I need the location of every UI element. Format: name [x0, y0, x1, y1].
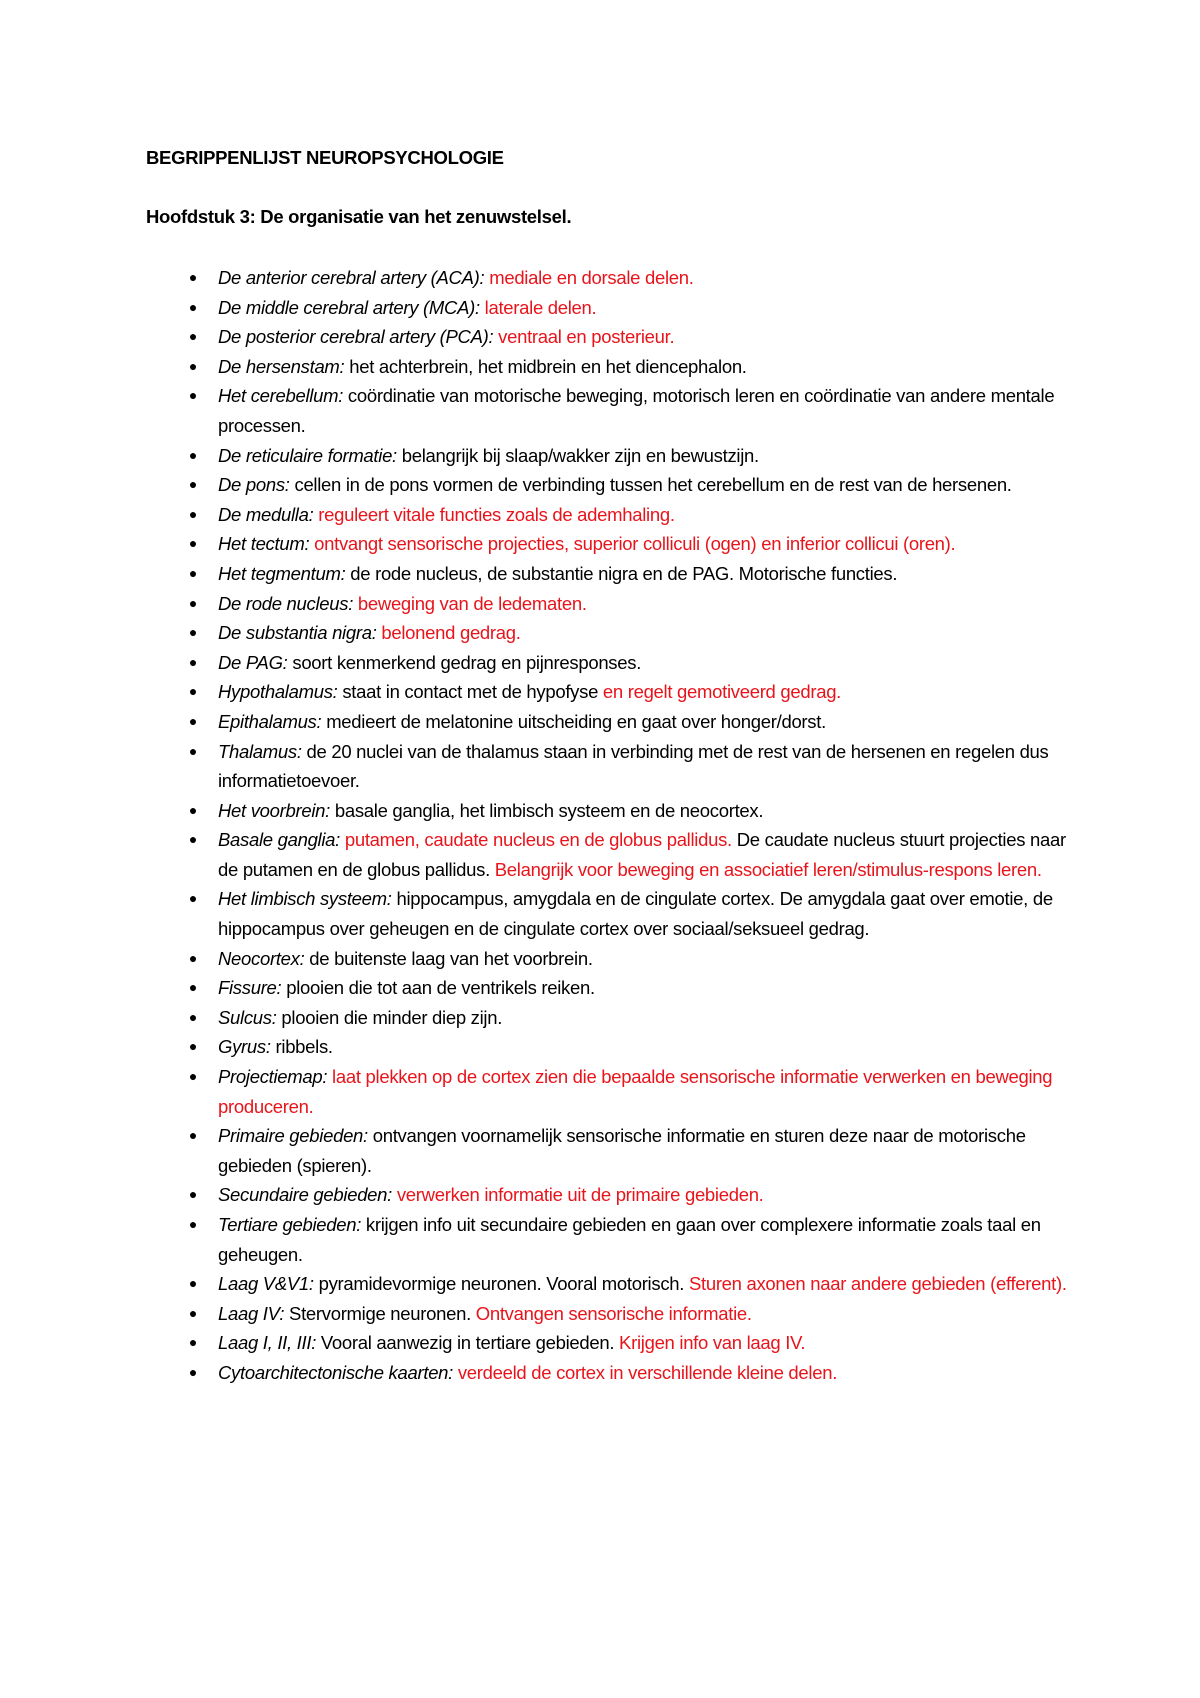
bullet-icon: ●: [188, 1008, 198, 1025]
bullet-icon: ●: [188, 653, 198, 670]
definition-text: Stervormige neuronen.: [284, 1302, 471, 1324]
term-label: Projectiemap:: [218, 1066, 328, 1088]
term-label: Laag I, II, III:: [218, 1332, 317, 1354]
highlighted-definition: en regelt gemotiveerd gedrag.: [598, 681, 842, 703]
term-label: Secundaire gebieden:: [218, 1184, 393, 1206]
highlighted-definition: Sturen axonen naar andere gebieden (efferent).: [684, 1273, 1067, 1295]
definition-text: plooien die tot aan de ventrikels reiken.: [281, 977, 595, 999]
term-label: Neocortex:: [218, 947, 305, 969]
term-label: Primaire gebieden:: [218, 1125, 368, 1147]
definition-text: de 20 nuclei van de thalamus staan in verbinding met de rest van de hersenen en regelen dus informatietoevoer.: [218, 740, 1049, 792]
term-label: De posterior cerebral artery (PCA):: [218, 326, 494, 348]
list-item: [188, 263, 1068, 293]
bullet-icon: ●: [188, 594, 198, 611]
list-item: [188, 1062, 1068, 1121]
bullet-icon: ●: [188, 1068, 198, 1085]
highlighted-definition: beweging van de ledematen.: [353, 592, 587, 614]
bullet-icon: ●: [188, 1127, 198, 1144]
highlighted-definition: verdeeld de cortex in verschillende kleine delen.: [453, 1361, 838, 1383]
list-item: [188, 500, 1068, 530]
document-title: BEGRIPPENLIJST NEUROPSYCHOLOGIE: [146, 147, 504, 168]
bullet-icon: ●: [188, 1275, 198, 1292]
term-label: Basale ganglia:: [218, 829, 341, 851]
bullet-icon: ●: [188, 357, 198, 374]
bullet-icon: ●: [188, 446, 198, 463]
definition-text: soort kenmerkend gedrag en pijnresponses.: [287, 651, 642, 673]
list-item: [188, 973, 1068, 1003]
list-item: [188, 529, 1068, 559]
bullet-icon: ●: [188, 831, 198, 848]
list-item: [188, 352, 1068, 382]
term-label: Het tegmentum:: [218, 562, 346, 584]
term-label: Gyrus:: [218, 1036, 271, 1058]
term-label: Het tectum:: [218, 533, 310, 555]
definition-text: De caudate nucleus stuurt projecties naar de putamen en de globus pallidus.: [218, 829, 1066, 880]
bullet-icon: ●: [188, 890, 198, 907]
list-item: [188, 1121, 1068, 1180]
term-label: De reticulaire formatie:: [218, 444, 397, 466]
definition-text: de buitenste laag van het voorbrein.: [304, 947, 593, 969]
definition-text: de rode nucleus, de substantie nigra en de PAG. Motorische functies.: [345, 562, 898, 584]
list-item: [188, 1210, 1068, 1269]
bullet-icon: ●: [188, 1216, 198, 1232]
bullet-icon: ●: [188, 979, 198, 996]
list-item: [188, 618, 1068, 648]
highlighted-definition: Belangrijk voor beweging en associatief leren/stimulus-respons leren.: [489, 858, 1042, 880]
bullet-icon: ●: [188, 298, 198, 315]
bullet-icon: ●: [188, 683, 198, 700]
highlighted-definition: reguleert vitale functies zoals de ademhaling.: [313, 503, 675, 525]
definition-text: hippocampus, amygdala en de cingulate cortex. De amygdala gaat over emotie, de hippocampus over geheugen en de cingulate cortex over sociaal/seksueel gedrag.: [218, 888, 1053, 940]
list-item: [188, 1269, 1068, 1299]
list-item: [188, 1180, 1068, 1210]
list-item: [188, 1328, 1068, 1358]
highlighted-definition: Ontvangen sensorische informatie.: [470, 1302, 752, 1324]
definition-text: medieert de melatonine uitscheiding en gaat over honger/dorst.: [321, 710, 826, 732]
list-item: [188, 381, 1068, 440]
bullet-icon: ●: [188, 505, 198, 522]
definition-text: plooien die minder diep zijn.: [276, 1006, 503, 1028]
list-item: [188, 322, 1068, 352]
term-label: Epithalamus:: [218, 710, 322, 732]
term-label: De middle cerebral artery (MCA):: [218, 296, 480, 318]
highlighted-definition: belonend gedrag.: [376, 622, 521, 644]
list-item: [188, 470, 1068, 500]
term-label: Het voorbrein:: [218, 799, 330, 821]
highlighted-definition: mediale en dorsale delen.: [484, 267, 694, 288]
highlighted-definition: laat plekken op de cortex zien die bepaalde sensorische informatie verwerken en beweging produceren.: [218, 1066, 1053, 1117]
list-item: [188, 796, 1068, 826]
definition-text: het achterbrein, het midbrein en het diencephalon.: [344, 355, 747, 377]
definition-text: Vooral aanwezig in tertiare gebieden.: [316, 1332, 615, 1354]
term-label: De PAG:: [218, 651, 288, 673]
list-item: [188, 884, 1068, 943]
term-label: Het limbisch systeem:: [218, 888, 392, 910]
bullet-icon: ●: [188, 801, 198, 818]
list-item: [188, 944, 1068, 974]
term-label: Tertiare gebieden:: [218, 1214, 362, 1235]
list-item: [188, 441, 1068, 471]
definition-text: pyramidevormige neuronen. Vooral motorisch.: [313, 1273, 685, 1295]
highlighted-definition: putamen, caudate nucleus en de globus pallidus.: [340, 829, 732, 851]
bullet-icon: ●: [188, 1363, 198, 1380]
definition-text: ontvangen voornamelijk sensorische informatie en sturen deze naar de motorische gebieden (spieren).: [218, 1125, 1026, 1176]
list-item: [188, 293, 1068, 323]
bullet-icon: ●: [188, 949, 198, 966]
list-item: [188, 737, 1068, 796]
definition-text: krijgen info uit secundaire gebieden en gaan over complexere informatie zoals taal en geheugen.: [218, 1214, 1041, 1265]
definition-text: basale ganglia, het limbisch systeem en de neocortex.: [330, 799, 764, 821]
term-label: Hypothalamus:: [218, 681, 338, 703]
list-item: [188, 677, 1068, 707]
bullet-icon: ●: [188, 712, 198, 729]
term-label: Sulcus:: [218, 1006, 277, 1028]
definition-text: cellen in de pons vormen de verbinding tussen het cerebellum en de rest van de hersenen.: [289, 474, 1012, 496]
bullet-icon: ●: [188, 1304, 198, 1321]
bullet-icon: ●: [188, 269, 198, 285]
definition-text: coördinatie van motorische beweging, motorisch leren en coördinatie van andere mentale processen.: [218, 385, 1055, 436]
list-item: [188, 648, 1068, 678]
highlighted-definition: laterale delen.: [479, 296, 597, 318]
bullet-icon: ●: [188, 1334, 198, 1351]
definition-text: belangrijk bij slaap/wakker zijn en bewustzijn.: [396, 444, 759, 466]
list-item: [188, 825, 1068, 884]
term-label: De substantia nigra:: [218, 622, 377, 644]
bullet-icon: ●: [188, 742, 198, 759]
list-item: [188, 559, 1068, 589]
bullet-icon: ●: [188, 328, 198, 345]
bullet-icon: ●: [188, 387, 198, 404]
bullet-icon: ●: [188, 564, 198, 581]
term-label: De anterior cerebral artery (ACA):: [218, 267, 485, 288]
highlighted-definition: ontvangt sensorische projecties, superior colliculi (ogen) en inferior collicui (oren).: [309, 533, 956, 555]
term-label: Het cerebellum:: [218, 385, 344, 407]
term-label: De pons:: [218, 474, 290, 496]
highlighted-definition: Krijgen info van laag IV.: [614, 1332, 806, 1354]
bullet-icon: ●: [188, 1038, 198, 1055]
term-label: De medulla:: [218, 503, 314, 525]
term-label: De rode nucleus:: [218, 592, 354, 614]
highlighted-definition: verwerken informatie uit de primaire gebieden.: [392, 1184, 764, 1206]
term-list: [188, 263, 1068, 1388]
term-label: Fissure:: [218, 977, 282, 999]
definition-text: ribbels.: [270, 1036, 333, 1058]
list-item: [188, 1358, 1068, 1388]
term-label: Laag V&V1:: [218, 1273, 314, 1295]
highlighted-definition: ventraal en posterieur.: [493, 326, 675, 348]
bullet-icon: ●: [188, 535, 198, 552]
term-label: Laag IV:: [218, 1302, 285, 1324]
definition-text: staat in contact met de hypofyse: [337, 681, 599, 703]
list-item: [188, 707, 1068, 737]
bullet-icon: ●: [188, 624, 198, 641]
bullet-icon: ●: [188, 1186, 198, 1203]
list-item: [188, 1003, 1068, 1033]
term-label: Cytoarchitectonische kaarten:: [218, 1361, 454, 1383]
term-label: De hersenstam:: [218, 355, 345, 377]
list-item: [188, 1032, 1068, 1062]
bullet-icon: ●: [188, 476, 198, 493]
chapter-heading: Hoofdstuk 3: De organisatie van het zenuwstelsel.: [146, 206, 572, 227]
list-item: [188, 1299, 1068, 1329]
term-label: Thalamus:: [218, 740, 302, 762]
list-item: [188, 589, 1068, 619]
